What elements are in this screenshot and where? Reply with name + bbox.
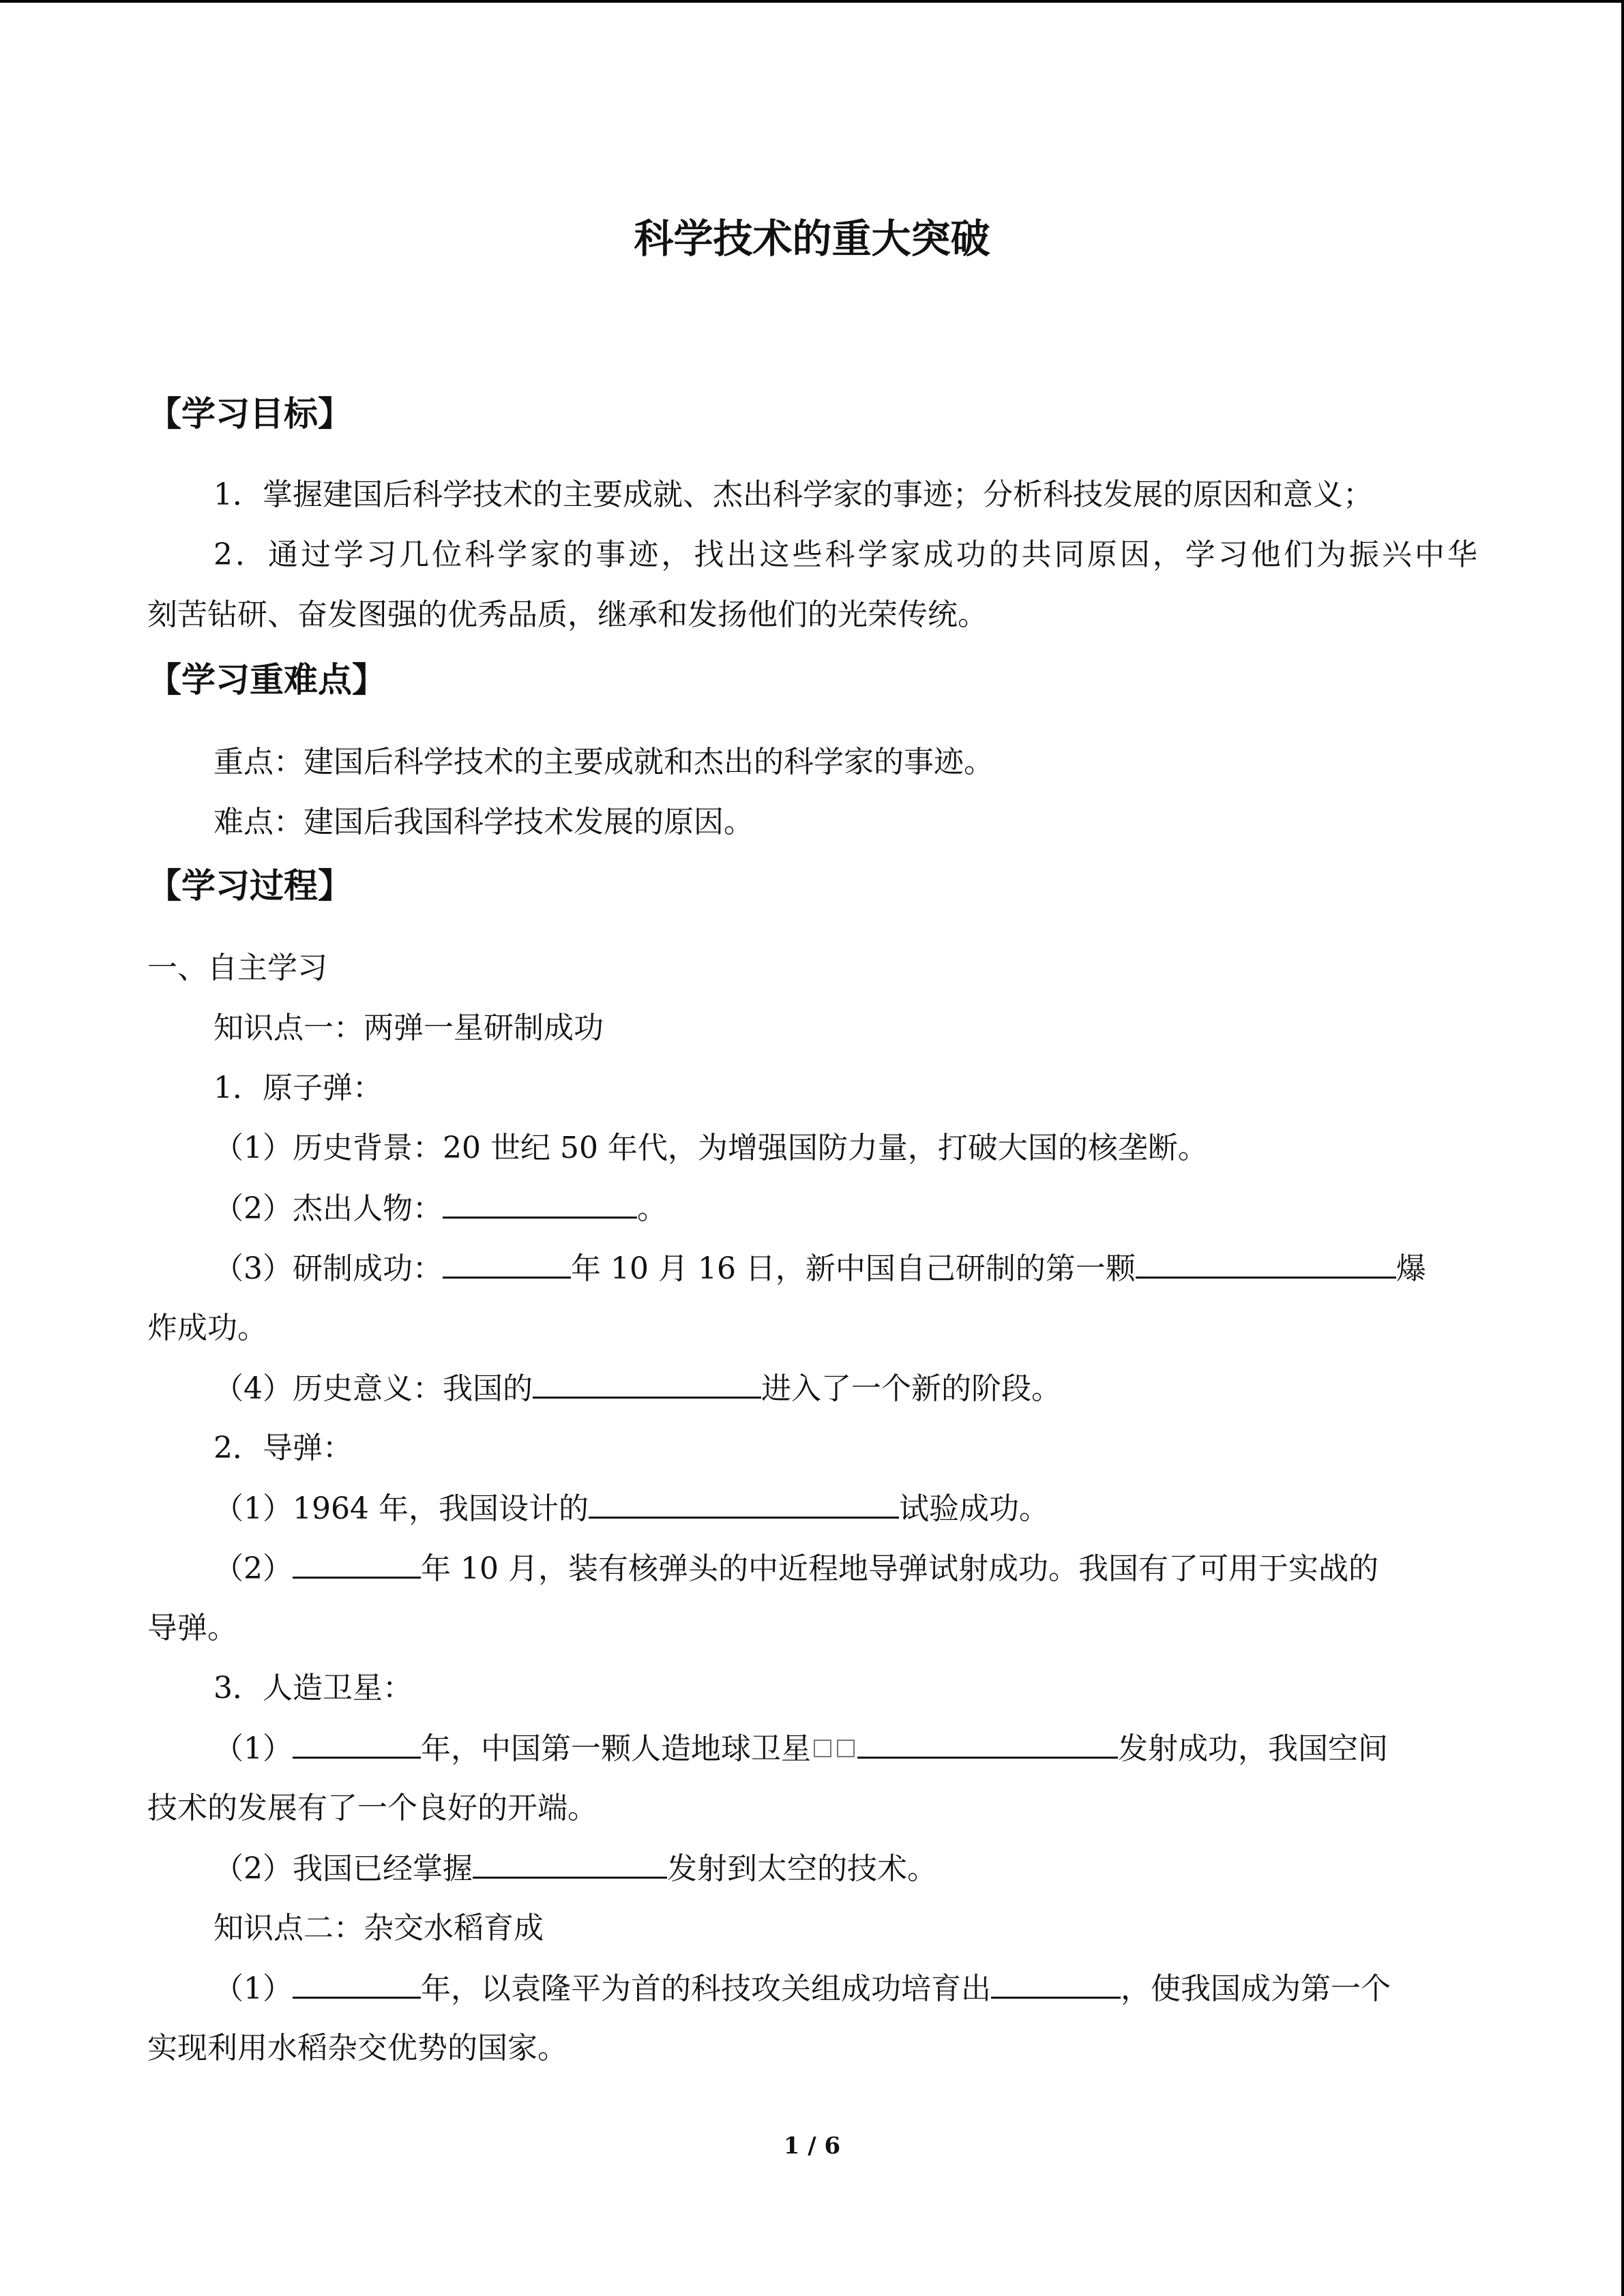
atomic-year-blank[interactable] [443, 1247, 571, 1279]
atomic-success-text-a: （3）研制成功： [213, 1251, 443, 1286]
atomic-meaning-text-a: （4）历史意义：我国的 [213, 1371, 533, 1406]
missile-year-blank[interactable] [293, 1547, 421, 1579]
missile-text-2b: 年 10 月，装有核弹头的中近程地导弹试射成功。我国有了可用于实战的 [421, 1551, 1378, 1586]
missile-line-2-cont: 导弹。 [147, 1611, 237, 1645]
atomic-person-end: 。 [637, 1191, 667, 1226]
satellite-text-1a: （1） [213, 1731, 293, 1766]
page-number: 1 / 6 [783, 2132, 841, 2160]
rice-text-1c: ，使我国成为第一个 [1121, 1971, 1391, 2006]
satellite-line-1-cont: 技术的发展有了一个良好的开端。 [147, 1791, 597, 1825]
atomic-background: （1）历史背景：20 世纪 50 年代，为增强国防力量，打破大国的核垄断。 [213, 1131, 1208, 1165]
part1-title: 一、自主学习 [147, 951, 327, 985]
atomic-meaning-blank[interactable] [533, 1367, 761, 1399]
right-border [1621, 0, 1624, 2296]
satellite-text-2b: 发射到太空的技术。 [667, 1851, 937, 1886]
focus-point: 重点：建国后科学技术的主要成就和杰出的科学家的事迹。 [213, 745, 994, 779]
atomic-success-text-b: 年 10 月 16 日，新中国自己研制的第一颗 [571, 1251, 1136, 1286]
missile-line-1 [213, 1487, 1477, 1531]
rice-line-1-cont: 实现利用水稻杂交优势的国家。 [147, 2031, 567, 2066]
atomic-success-cont: 炸成功。 [147, 1311, 267, 1345]
missile-label: 2．导弹： [213, 1431, 353, 1465]
rice-text-1a: （1） [213, 1971, 293, 2006]
atomic-success-line [213, 1247, 1477, 1291]
atomic-bomb-label: 1．原子弹： [213, 1071, 383, 1105]
missing-glyph-box [837, 1740, 855, 1757]
rice-year-blank[interactable] [293, 1967, 421, 1999]
key-points-heading: 【学习重难点】 [147, 660, 386, 700]
satellite-text-1b: 年，中国第一颗人造地球卫星 [421, 1731, 811, 1766]
missile-design-blank[interactable] [589, 1487, 899, 1519]
satellite-name-blank[interactable] [857, 1727, 1118, 1759]
page-title: 科学技术的重大突破 [634, 215, 990, 262]
satellite-text-2a: （2）我国已经掌握 [213, 1851, 473, 1886]
difficulty-point: 难点：建国后我国科学技术发展的原因。 [213, 805, 754, 839]
atomic-item-blank[interactable] [1136, 1247, 1396, 1279]
knowledge-point-1: 知识点一：两弹一星研制成功 [213, 1011, 604, 1045]
satellite-tech-blank[interactable] [473, 1847, 667, 1879]
process-heading: 【学习过程】 [147, 866, 352, 906]
atomic-success-text-c: 爆 [1396, 1251, 1426, 1286]
atomic-meaning-text-b: 进入了一个新的阶段。 [761, 1371, 1061, 1406]
rice-variety-blank[interactable] [991, 1967, 1121, 1999]
missile-text-1b: 试验成功。 [898, 1491, 1049, 1526]
atomic-person-text: （2）杰出人物： [213, 1191, 443, 1226]
satellite-line-1 [213, 1727, 1477, 1771]
satellite-year-blank[interactable] [293, 1727, 421, 1759]
objective-item-2-cont: 刻苦钻研、奋发图强的优秀品质，继承和发扬他们的光荣传统。 [147, 597, 988, 632]
atomic-person-blank[interactable] [443, 1187, 637, 1219]
missile-line-2 [213, 1547, 1477, 1591]
missile-text-2a: （2） [213, 1551, 293, 1586]
objective-item-2: 2．通过学习几位科学家的事迹，找出这些科学家成功的共同原因，学习他们为振兴中华 [213, 537, 1477, 572]
satellite-label: 3．人造卫星： [213, 1671, 413, 1705]
rice-line-1 [213, 1967, 1477, 2011]
objective-item-1: 1．掌握建国后科学技术的主要成就、杰出科学家的事迹；分析科技发展的原因和意义； [213, 477, 1373, 512]
atomic-meaning-line [213, 1367, 1477, 1411]
knowledge-point-2: 知识点二：杂交水稻育成 [213, 1911, 544, 1945]
satellite-text-1c: 发射成功，我国空间 [1118, 1731, 1388, 1766]
missing-glyph-box [814, 1740, 831, 1757]
satellite-line-2 [213, 1847, 1477, 1891]
atomic-person-line [213, 1187, 1477, 1231]
top-border [0, 0, 1624, 3]
missile-text-1a: （1）1964 年，我国设计的 [213, 1491, 589, 1526]
objectives-heading: 【学习目标】 [147, 394, 352, 434]
rice-text-1b: 年，以袁隆平为首的科技攻关组成功培育出 [421, 1971, 991, 2006]
